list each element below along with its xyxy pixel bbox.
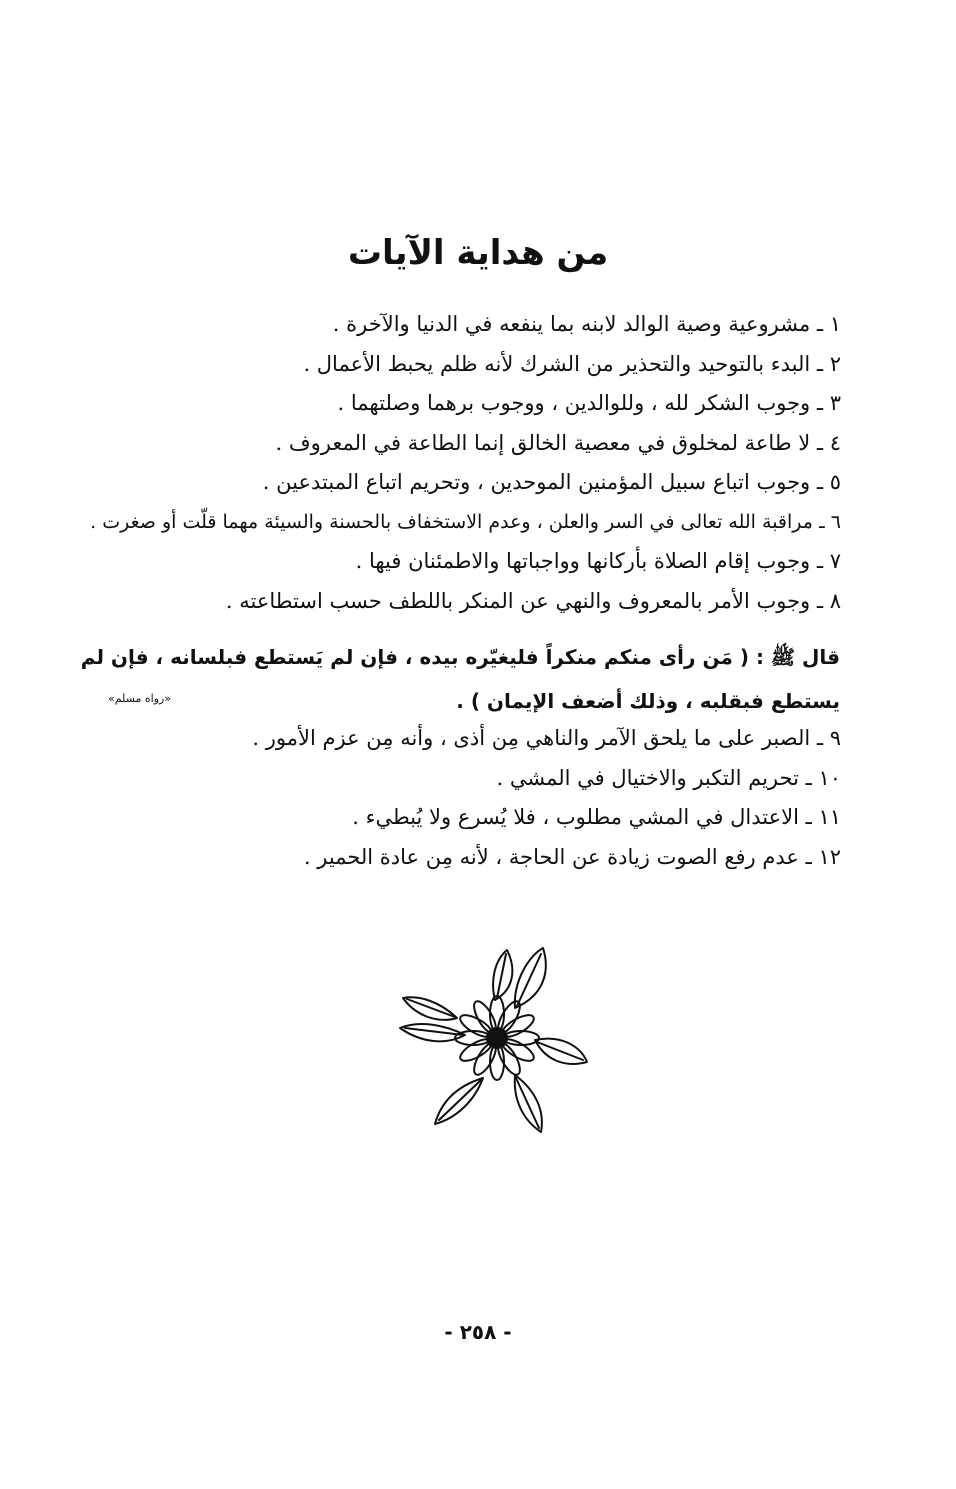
- item-text: عدم رفع الصوت زيادة عن الحاجة ، لأنه مِن عادة الحمير .: [303, 844, 799, 869]
- item-number: ٧ ـ: [816, 549, 841, 573]
- flower-ornament-icon: [395, 940, 595, 1140]
- list-item: [81, 345, 841, 385]
- item-number: ١٠ ـ: [805, 765, 841, 790]
- page-number: - ٢٥٨ -: [444, 1320, 512, 1344]
- item-number: ٢ ـ: [816, 351, 841, 376]
- list-item: [81, 305, 841, 345]
- guidance-list-part2: [81, 719, 841, 877]
- item-text: وجوب اتباع سبيل المؤمنين الموحدين ، وتحريم اتباع المبتدعين .: [262, 470, 811, 494]
- item-number: ٨ ـ: [816, 588, 841, 613]
- item-text: وجوب إقام الصلاة بأركانها وواجباتها والاطمئنان فيها .: [355, 549, 811, 573]
- item-number: ٤ ـ: [816, 430, 841, 455]
- list-item: [81, 759, 841, 799]
- list-item: [81, 542, 841, 582]
- list-item: [81, 582, 841, 622]
- page-title: من هداية الآيات: [347, 233, 609, 273]
- list-item: [81, 384, 841, 424]
- list-item: [81, 838, 841, 878]
- list-item: [81, 798, 841, 838]
- hadith-quote: [80, 635, 840, 723]
- list-item: [81, 719, 841, 759]
- item-text: الصبر على ما يلحق الآمر والناهي مِن أذى ، وأنه مِن عزم الأمور .: [252, 726, 811, 750]
- item-number: ٩ ـ: [816, 726, 841, 750]
- item-text: مراقبة الله تعالى في السر والعلن ، وعدم الاستخفاف بالحسنة والسيئة مهما قلّت أو صغرت .: [90, 510, 813, 533]
- item-text: البدء بالتوحيد والتحذير من الشرك لأنه ظلم يحبط الأعمال .: [303, 351, 811, 376]
- item-number: ٦ ـ: [819, 510, 841, 533]
- item-number: ١٢ ـ: [805, 844, 841, 869]
- list-item: [81, 503, 841, 543]
- guidance-list-part1: [81, 305, 841, 621]
- hadith-line-2: يستطع فبقلبه ، وذلك أضعف الإيمان ) .: [456, 689, 840, 713]
- hadith-line-1: قال ﷺ : ( مَن رأى منكم منكراً فليغيّره بيده ، فإن لم يَستطع فبلسانه ، فإن لم: [80, 645, 840, 669]
- hadith-source: «رواه مسلم»: [108, 692, 172, 705]
- list-item: [81, 424, 841, 464]
- item-text: وجوب الشكر لله ، وللوالدين ، ووجوب برهما وصلتهما .: [337, 391, 811, 415]
- item-number: ٣ ـ: [816, 391, 841, 415]
- item-number: ٥ ـ: [816, 470, 841, 494]
- item-text: وجوب الأمر بالمعروف والنهي عن المنكر باللطف حسب استطاعته .: [225, 588, 811, 613]
- item-text: الاعتدال في المشي مطلوب ، فلا يُسرع ولا يُبطيء .: [352, 805, 799, 829]
- item-number: ١١ ـ: [805, 805, 841, 829]
- item-text: لا طاعة لمخلوق في معصية الخالق إنما الطاعة في المعروف .: [275, 430, 811, 455]
- list-item: [81, 463, 841, 503]
- item-number: ١ ـ: [816, 312, 841, 336]
- item-text: مشروعية وصية الوالد لابنه بما ينفعه في الدنيا والآخرة .: [332, 312, 811, 336]
- item-text: تحريم التكبر والاختيال في المشي .: [496, 765, 799, 790]
